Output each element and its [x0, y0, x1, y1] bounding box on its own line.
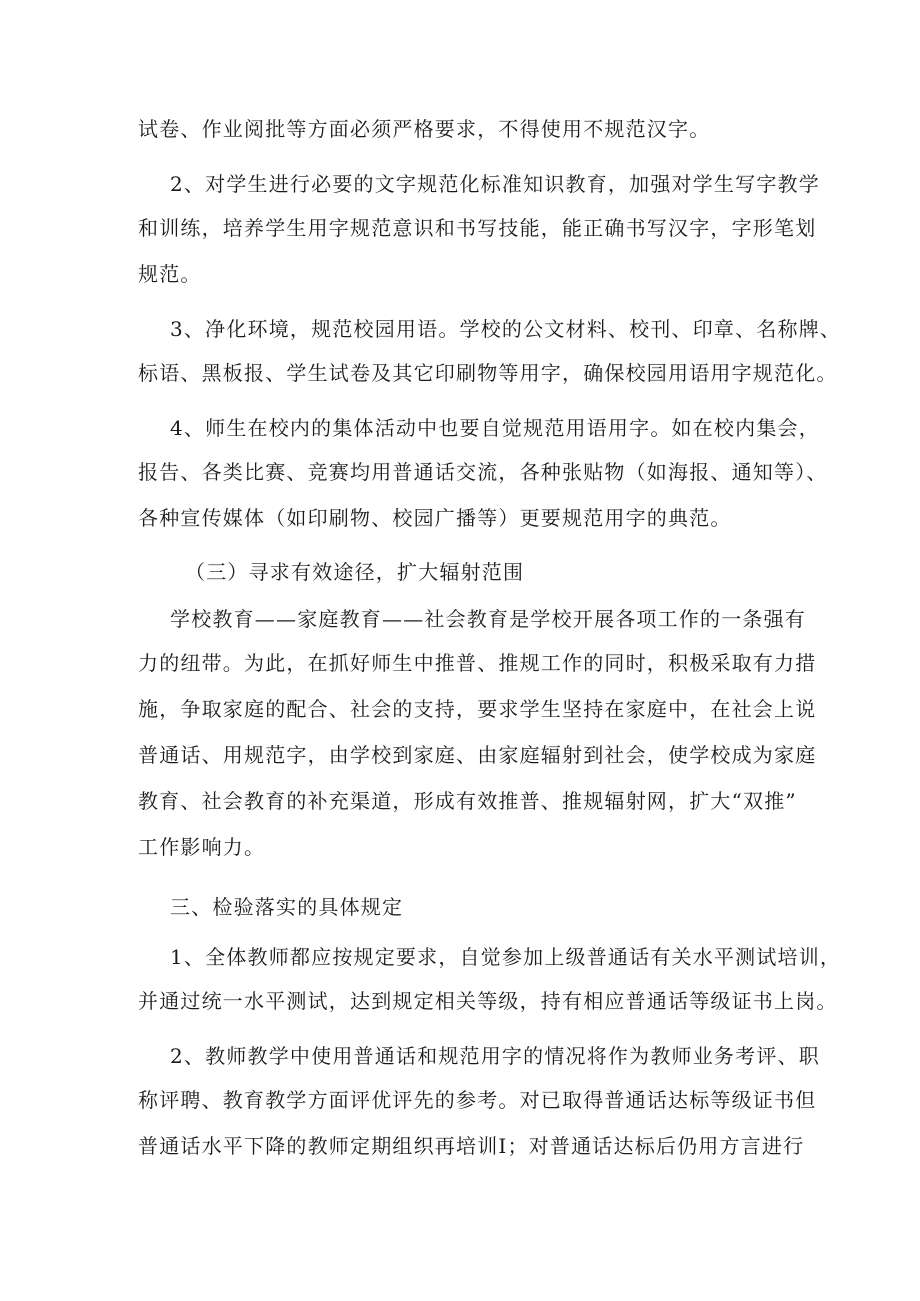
text-line-9: 各种宣传媒体（如印刷物、校园广播等）更要规范用字的典范。	[138, 506, 732, 530]
text-line-20: 2、教师教学中使用普通话和规范用字的情况将作为教师业务考评、职	[170, 1044, 820, 1068]
text-line-11: 学校教育——家庭教育——社会教育是学校开展各项工作的一条强有	[170, 607, 806, 631]
section-heading-3: （三）寻求有效途径，扩大辐射范围	[185, 560, 525, 584]
text-line-12: 力的纽带。为此，在抓好师生中推普、推规工作的同时，积极采取有力措	[138, 651, 817, 675]
text-line-1: 试卷、作业阅批等方面必须严格要求，不得使用不规范汉字。	[138, 117, 711, 141]
text-line-15: 教育、社会教育的补充渠道，形成有效推普、推规辐射网，扩大“双推”	[138, 789, 797, 813]
text-line-22: 普通话水平下降的教师定期组织再培训I；对普通话达标后仍用方言进行	[138, 1134, 805, 1158]
text-line-13: 施，争取家庭的配合、社会的支持，要求学生坚持在家庭中，在社会上说	[138, 697, 817, 721]
text-line-2: 2、对学生进行必要的文字规范化标准知识教育，加强对学生写字教学	[170, 172, 820, 196]
text-line-19: 并通过统一水平测试，达到规定相关等级，持有相应普通话等级证书上岗。	[138, 989, 838, 1013]
text-line-5: 3、净化环境，规范校园用语。学校的公文材料、校刊、印章、名称牌、	[170, 317, 842, 341]
text-line-4: 规范。	[138, 262, 202, 286]
text-line-21: 称评聘、教育教学方面评优评先的参考。对已取得普通话达标等级证书但	[138, 1088, 817, 1112]
text-line-16: 工作影响力。	[138, 835, 266, 859]
text-line-8: 报告、各类比赛、竞赛均用普通话交流，各种张贴物（如海报、通知等）、	[138, 460, 828, 484]
text-line-14: 普通话、用规范字，由学校到家庭、由家庭辐射到社会，使学校成为家庭	[138, 743, 817, 767]
text-line-6: 标语、黑板报、学生试卷及其它印刷物等用字，确保校园用语用字规范化。	[138, 361, 838, 385]
text-line-18: 1、全体教师都应按规定要求，自觉参加上级普通话有关水平测试培训，	[170, 945, 842, 969]
text-line-7: 4、师生在校内的集体活动中也要自觉规范用语用字。如在校内集会，	[170, 416, 820, 440]
section-heading-three: 三、检验落实的具体规定	[170, 895, 404, 919]
text-line-3: 和训练，培养学生用字规范意识和书写技能，能正确书写汉字，字形笔划	[138, 216, 817, 240]
